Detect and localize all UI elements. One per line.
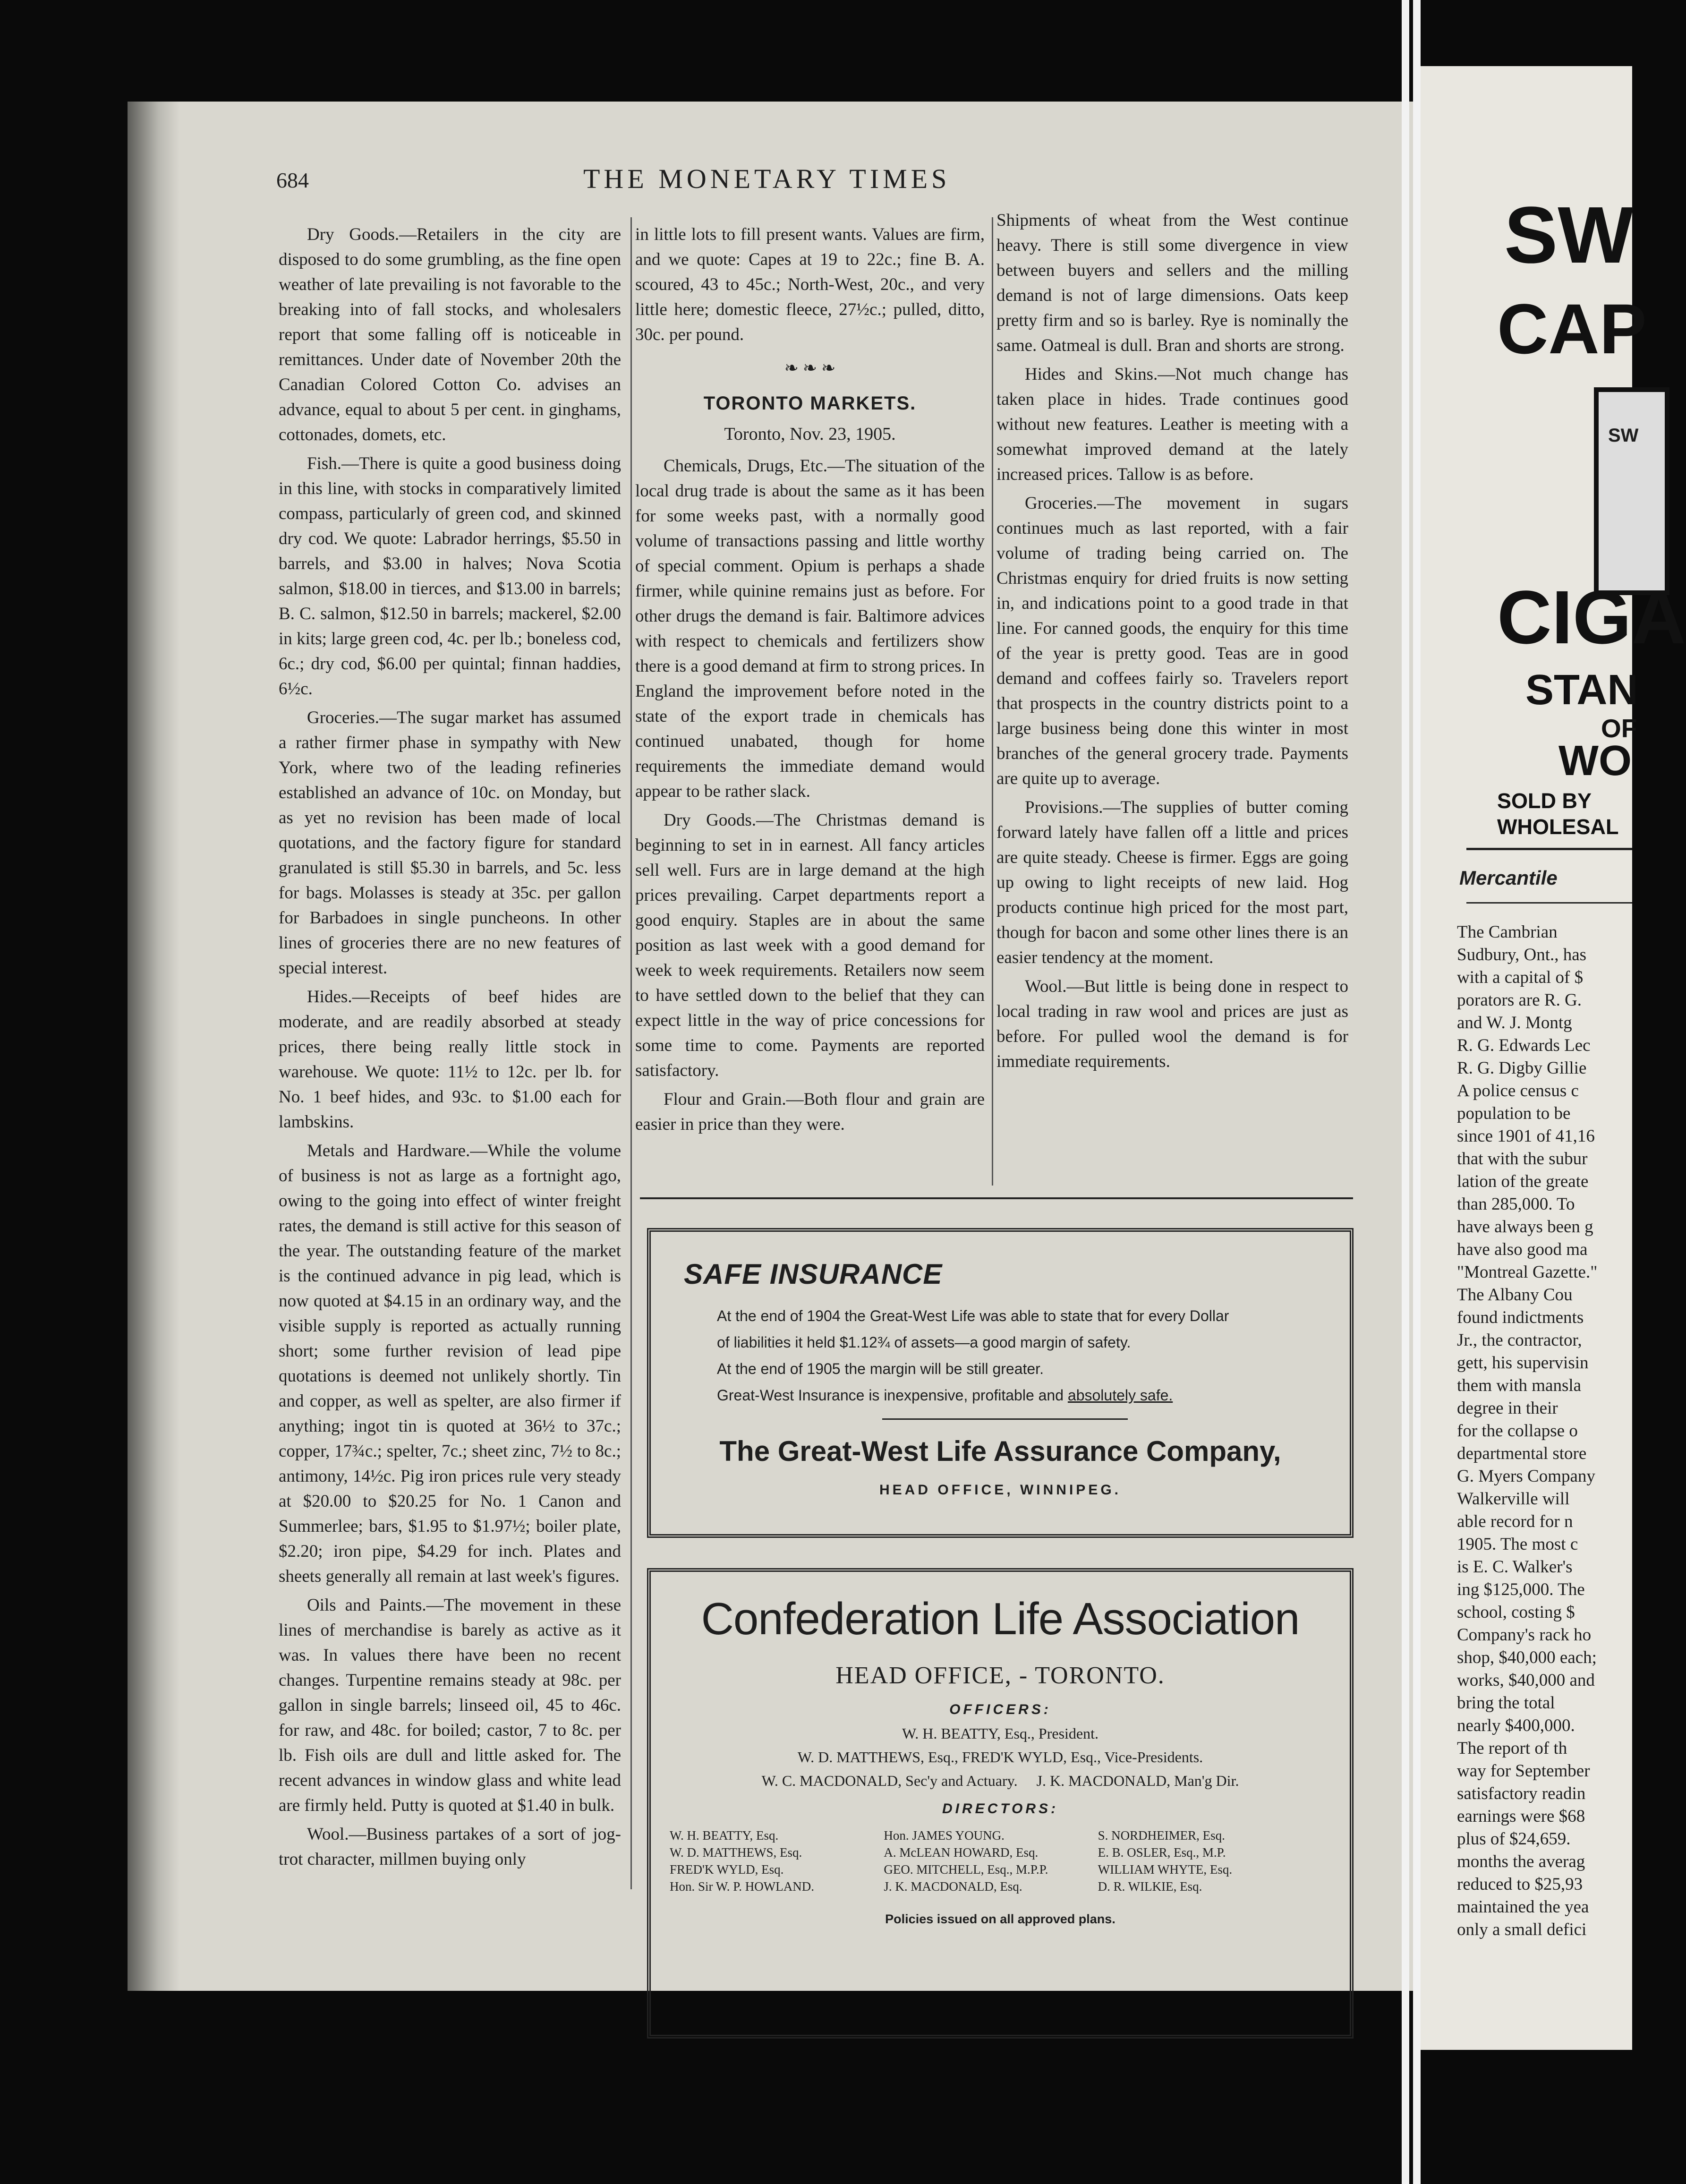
right-ad-word: WHOLESAL (1497, 815, 1619, 839)
text-line: since 1901 of 41,16 (1457, 1126, 1595, 1146)
paragraph-wool-toronto: Wool.—But little is being done in respect to local trading in raw wool and prices are just as before. For pulled wool the demand is for immediate requirements. (996, 977, 1348, 1071)
paragraph-wool-cont: in little lots to fill present wants. Values are firm, and we quote: Capes at 19 to 22c.; fine B. A. scoured, 43 to 45c.; North-West, 20c., and very little here; domestic fleece, 27½c.; pulled, ditto, 30c. per pound. (635, 225, 985, 344)
text-line: A police census c (1457, 1081, 1579, 1101)
masthead: THE MONETARY TIMES (583, 163, 951, 194)
text-line: them with mansla (1457, 1376, 1582, 1395)
column-1 (279, 222, 621, 1876)
text-line: Walkerville will (1457, 1489, 1570, 1509)
text-line: only a small defici (1457, 1920, 1587, 1939)
director-name: W. D. MATTHEWS, Esq. (670, 1845, 802, 1860)
text-line: earnings were $68 (1457, 1807, 1585, 1826)
text-line: population to be (1457, 1104, 1571, 1123)
director-name: GEO. MITCHELL, Esq., M.P.P. (884, 1862, 1048, 1877)
ad-divider (882, 1418, 1128, 1420)
paragraph-flour-grain: Flour and Grain.—Both flour and grain are easier in price than they were. (635, 1090, 985, 1134)
right-ad-word: CIGA (1497, 575, 1686, 659)
text-line: school, costing $ (1457, 1603, 1575, 1622)
director-name: Hon. Sir W. P. HOWLAND. (670, 1879, 815, 1894)
director-name: S. NORDHEIMER, Esq. (1098, 1828, 1225, 1843)
advertisement-great-west-life (647, 1228, 1354, 1538)
paragraph-dry-goods-toronto: Dry Goods.—The Christmas demand is beginning to set in in earnest. All fancy articles sell well. Furs are in large demand at the high prices prevailing. Carpet departments report a good enquiry. Staples are in about the same position as last week with a good demand for week to week requirements. Retailers now seem to have settled down to the belief that they can expect little in the way of price concessions for some time to come. Payments are reported satisfactory. (635, 810, 985, 1080)
officers-label: OFFICERS: (949, 1702, 1051, 1717)
text-line: Jr., the contractor, (1457, 1331, 1582, 1350)
paragraph-groceries-toronto: Groceries.—The movement in sugars continues much as last reported, with a fair volume of trading being carried on. The Christmas enquiry for dried fruits is now setting in, and indications point to a good trade in that line. For canned goods, the enquiry for this time of the year is pretty good. Teas are in good demand and coffees fairly so. Travelers report that prospects in the country districts point to a large business being done this winter in most branches of the general grocery trade. Payments are quite up to average. (996, 494, 1348, 788)
text-line: that with the subur (1457, 1149, 1588, 1169)
directors-column (670, 1827, 884, 1895)
paragraph-hides: Hides.—Receipts of beef hides are moderate, and are readily absorbed at steady prices, there being really little stock in warehouse. We quote: 11½ to 12c. per lb. for No. 1 beef hides, and 93c. to $1.00 each for lambskins. (279, 987, 621, 1132)
text-line: for the collapse o (1457, 1421, 1578, 1441)
text-line: R. G. Edwards Lec (1457, 1036, 1591, 1055)
director-name: W. H. BEATTY, Esq. (670, 1828, 779, 1843)
paragraph-hides-skins: Hides and Skins.—Not much change has taken place in hides. Trade continues good without new features. Leather is meeting with a somewhat improved demand at the lately increased prices. Tallow is as before. (996, 365, 1348, 484)
ad-head-office: HEAD OFFICE, - TORONTO. (835, 1662, 1165, 1689)
text-line: have always been g (1457, 1217, 1593, 1237)
section-rule (1466, 902, 1632, 904)
text-line: ing $125,000. The (1457, 1580, 1585, 1599)
paragraph-oils: Oils and Paints.—The movement in these lines of merchandise is barely as active as it was. In values there have been no recent changes. Turpentine remains steady at 98c. per gallon in single barrels; linseed oil, 45 to 46c. for raw, and 48c. for boiled; castor, 7 to 8c. per lb. Fish oils are dull and little asked for. The recent advances in window glass and white lead are firmly held. Putty is quoted at $1.40 in bulk. (279, 1595, 621, 1815)
text-line: G. Myers Company (1457, 1467, 1595, 1486)
text-line: works, $40,000 and (1457, 1671, 1595, 1690)
text-line: than 285,000. To (1457, 1194, 1575, 1214)
ad-footer: Policies issued on all approved plans. (885, 1912, 1115, 1926)
text-line: 1905. The most c (1457, 1535, 1578, 1554)
text-line: The Cambrian (1457, 922, 1558, 942)
text-line: plus of $24,659. (1457, 1829, 1571, 1849)
ad-title: SAFE INSURANCE (684, 1258, 943, 1290)
ad-line (717, 1382, 1340, 1408)
officer-line: W. D. MATTHEWS, Esq., FRED'K WYLD, Esq., Vice-Presidents. (797, 1749, 1203, 1766)
text-line: months the averag (1457, 1852, 1585, 1871)
ad-line-text: Great-West Insurance is inexpensive, profitable and (717, 1387, 1068, 1404)
text-line: R. G. Digby Gillie (1457, 1058, 1587, 1078)
right-ad-word: SW (1504, 190, 1634, 280)
dateline: Toronto, Nov. 23, 1905. (724, 424, 896, 444)
text-line: maintained the yea (1457, 1897, 1589, 1917)
right-ad-word: CAP (1497, 289, 1647, 368)
text-line: and W. J. Montg (1457, 1013, 1572, 1032)
text-line: found indictments (1457, 1308, 1584, 1327)
ad-body (717, 1303, 1340, 1408)
ad-company-name: The Great-West Life Assurance Company, (719, 1435, 1281, 1467)
paragraph-groceries: Groceries.—The sugar market has assumed a rather firmer phase in sympathy with New York, where two of the leading refineries established an advance of 10c. on Monday, but as yet no revision has been made of local quotations, and the factory figure for standard granulated is still $5.30 in barrels, and 5c. less for bags. Molasses is steady at 35c. per gallon for Barbadoes in single puncheons. In other lines of groceries there are no new features of special interest. (279, 708, 621, 978)
text-line: way for September (1457, 1761, 1590, 1781)
director-name: A. McLEAN HOWARD, Esq. (884, 1845, 1039, 1860)
text-line: reduced to $25,93 (1457, 1875, 1583, 1894)
director-name: Hon. JAMES YOUNG. (884, 1828, 1005, 1843)
officer-line: W. H. BEATTY, Esq., President. (902, 1725, 1098, 1742)
paragraph-fish: Fish.—There is quite a good business doing in this line, with stocks in comparatively limited compass, particularly of green cod, and skinned dry cod. We quote: Labrador herrings, $5.50 in barrels, and $3.00 in halves; Nova Scotia salmon, $18.00 in tierces, and $13.00 in barrels; B. C. salmon, $12.50 in barrels; mackerel, $2.00 in kits; large green cod, 4c. per lb.; boneless cod, 6c.; dry cod, $6.00 per quintal; finnan haddies, 6½c. (279, 454, 621, 699)
right-ad-word: STAN (1525, 666, 1638, 714)
ad-line: At the end of 1904 the Great-West Life was able to state that for every Dollar (717, 1307, 1229, 1324)
right-ad-word: SOLD BY (1497, 789, 1592, 813)
text-line: Sudbury, Ont., has (1457, 945, 1587, 964)
text-line: bring the total (1457, 1693, 1555, 1713)
text-line: degree in their (1457, 1399, 1558, 1418)
ad-head-office: HEAD OFFICE, WINNIPEG. (879, 1482, 1121, 1498)
right-column (1457, 921, 1646, 1941)
section-heading: Mercantile (1459, 867, 1558, 889)
text-line: with a capital of $ (1457, 968, 1584, 987)
column-3 (996, 208, 1348, 1078)
text-line: "Montreal Gazette." (1457, 1263, 1598, 1282)
director-name: D. R. WILKIE, Esq. (1098, 1879, 1202, 1894)
directors-column (1098, 1827, 1312, 1895)
text-line: The Albany Cou (1457, 1285, 1573, 1305)
text-line: is E. C. Walker's (1457, 1557, 1573, 1577)
paragraph-provisions: Provisions.—The supplies of butter coming forward lately have fallen off a little and prices are quite steady. Cheese is firmer. Eggs are going up owing to light receipts of new laid. Hog products continue high priced for the most part, though for bacon and some other lines there is an easier tendency at the moment. (996, 798, 1348, 967)
right-ad-word: OF (1601, 714, 1637, 743)
paragraph-shipments: Shipments of wheat from the West continue heavy. There is still some divergence in view between buyers and sellers and the milling demand is not of large dimensions. Oats keep pretty firm and so is barley. Rye is nominally the same. Oatmeal is dull. Bran and shorts are strong. (996, 211, 1348, 355)
director-name: WILLIAM WHYTE, Esq. (1098, 1862, 1233, 1877)
page-number: 684 (276, 168, 309, 192)
page-header (276, 163, 1353, 205)
column-2 (635, 222, 985, 1141)
directors-grid (670, 1827, 1312, 1895)
director-name: E. B. OSLER, Esq., M.P. (1098, 1845, 1226, 1860)
ad-line: of liabilities it held $1.12¾ of assets—a good margin of safety. (717, 1334, 1131, 1351)
text-line: able record for n (1457, 1512, 1573, 1531)
paragraph-wool: Wool.—Business partakes of a sort of jog-trot character, millmen buying only (279, 1825, 621, 1869)
section-heading: TORONTO MARKETS. (703, 393, 917, 414)
text-line: lation of the greate (1457, 1172, 1589, 1191)
right-ad-word: WO (1558, 737, 1632, 785)
paragraph-metals: Metals and Hardware.—While the volume of business is not as large as a fortnight ago, owing to the going into effect of winter freight rates, the demand is still active for this season of the year. The outstanding feature of the market is the continued advance in pig lead, which is now quoted at $4.15 in an ordinary way, and the visible supply is reported as actually running short; some further revision of lead pipe quotations is deemed not unlikely shortly. Tin and copper, as well as spelter, are also firmer if anything; ingot tin is quoted at 36½ to 37c.; copper, 17¾c.; spelter, 7c.; sheet zinc, 7½ to 8c.; antimony, 14½c. Pig iron prices rule very steady at $20.00 to $20.25 for No. 1 Canon and Summerlee; bars, $1.95 to $1.97½; boiler plate, $2.20; iron pipe, $4.29 for inch. Plates and sheets generally all remain at last week's figures. (279, 1141, 621, 1586)
director-name: J. K. MACDONALD, Esq. (884, 1879, 1022, 1894)
officer-line: W. C. MACDONALD, Sec'y and Actuary. J. K. MACDONALD, Man'g Dir. (761, 1772, 1239, 1789)
gutter-bar (1402, 0, 1409, 2184)
section-rule (640, 1197, 1353, 1199)
text-line: Company's rack ho (1457, 1625, 1592, 1645)
ad-title: Confederation Life Association (701, 1594, 1300, 1644)
advertisement-confederation-life (647, 1568, 1354, 2039)
logo-text: SW (1608, 425, 1639, 446)
ad-line: At the end of 1905 the margin will be still greater. (717, 1360, 1044, 1377)
paragraph-chemicals: Chemicals, Drugs, Etc.—The situation of the local drug trade is about the same as it has been for some weeks past, with a normally good volume of transactions passing and little worthy of special comment. Opium is perhaps a shade firmer, while quinine remains just as before. For other drugs the demand is fair. Baltimore advices with respect to chemicals and fertilizers show there is a good demand at firm to strong prices. In England the improvement before noted in the state of the export trade in chemicals has continued unabated, though for home requirements the immediate demand would appear to be rather slack. (635, 456, 985, 801)
text-line: have also good ma (1457, 1240, 1588, 1259)
product-logo (1594, 387, 1669, 595)
paragraph-dry-goods: Dry Goods.—Retailers in the city are disposed to do some grumbling, as the fine open weather of late prevailing is not favorable to the breaking into of fall stocks, and wholesalers report that some falling off is noticeable in remittances. Under date of November 20th the Canadian Colored Cotton Co. advises an advance, equal to about 5 per cent. in ginghams, cottonades, domets, etc. (279, 225, 621, 444)
page-edge-shadow (128, 102, 179, 1991)
director-name: FRED'K WYLD, Esq. (670, 1862, 784, 1877)
text-line: departmental store (1457, 1444, 1587, 1463)
gutter-bar (1413, 0, 1421, 2184)
directors-label: DIRECTORS: (942, 1801, 1059, 1817)
text-line: shop, $40,000 each; (1457, 1648, 1597, 1667)
text-line: The report of th (1457, 1739, 1567, 1758)
column-rule (992, 217, 993, 1186)
column-rule (630, 217, 632, 1889)
text-line: gett, his supervisin (1457, 1353, 1589, 1373)
section-rule (1466, 848, 1632, 850)
text-line: nearly $400,000. (1457, 1716, 1575, 1735)
text-line: satisfactory readin (1457, 1784, 1586, 1803)
section-ornament: ❧ ❧ ❧ (784, 358, 836, 377)
directors-column (884, 1827, 1098, 1895)
ad-emphasis: absolutely safe. (1067, 1387, 1173, 1404)
text-line: porators are R. G. (1457, 990, 1582, 1010)
